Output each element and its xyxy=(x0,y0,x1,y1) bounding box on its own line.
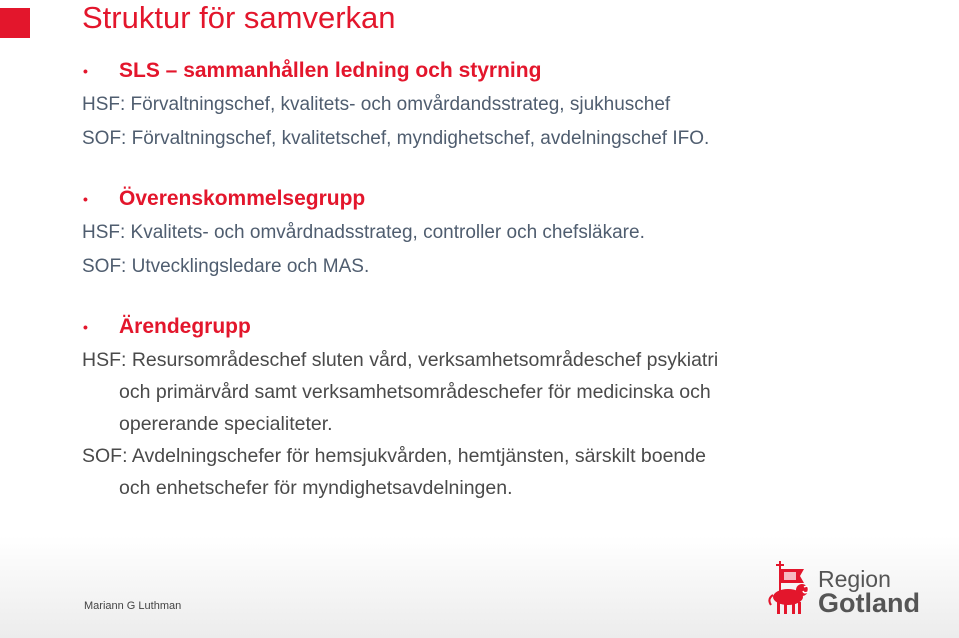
overens-line-hsf: HSF: Kvalitets- och omvårdnadsstrateg, controller och chefsläkare. xyxy=(82,222,645,243)
logo-gotland-text: Gotland xyxy=(818,588,920,618)
sls-line-hsf: HSF: Förvaltningschef, kvalitets- och omvårdandsstrateg, sjukhuschef xyxy=(82,94,671,115)
arende-line-sof-2: och enhetschefer för myndighetsavdelningen. xyxy=(119,477,513,499)
arende-line-sof-1: SOF: Avdelningschefer för hemsjukvården, hemtjänsten, särskilt boende xyxy=(82,445,706,467)
section-heading-arendegrupp: • Ärendegrupp xyxy=(82,310,942,344)
arende-line-hsf-2: och primärvård samt verksamhetsområdeschefer för medicinska och xyxy=(119,381,711,403)
logo-region-text: Region xyxy=(818,566,891,592)
bullet-icon: • xyxy=(83,319,88,335)
section-heading-sls: • SLS – sammanhållen ledning och styrning xyxy=(82,54,942,88)
sls-line-sof: SOF: Förvaltningschef, kvalitetschef, myndighetschef, avdelningschef IFO. xyxy=(82,128,710,149)
section-heading-overenskommelse: • Överenskommelsegrupp xyxy=(82,182,942,216)
slide-content xyxy=(82,54,942,504)
page-title: Struktur för samverkan xyxy=(82,0,396,35)
accent-square xyxy=(0,8,30,38)
overens-line-sof: SOF: Utvecklingsledare och MAS. xyxy=(82,256,370,277)
bullet-icon: • xyxy=(83,63,88,79)
arende-line-hsf-3: opererande specialiteter. xyxy=(119,413,333,435)
arende-line-hsf-1: HSF: Resursområdeschef sluten vård, verksamhetsområdeschef psykiatri xyxy=(82,349,719,371)
author-name: Mariann G Luthman xyxy=(84,600,182,612)
bullet-icon: • xyxy=(83,191,88,207)
